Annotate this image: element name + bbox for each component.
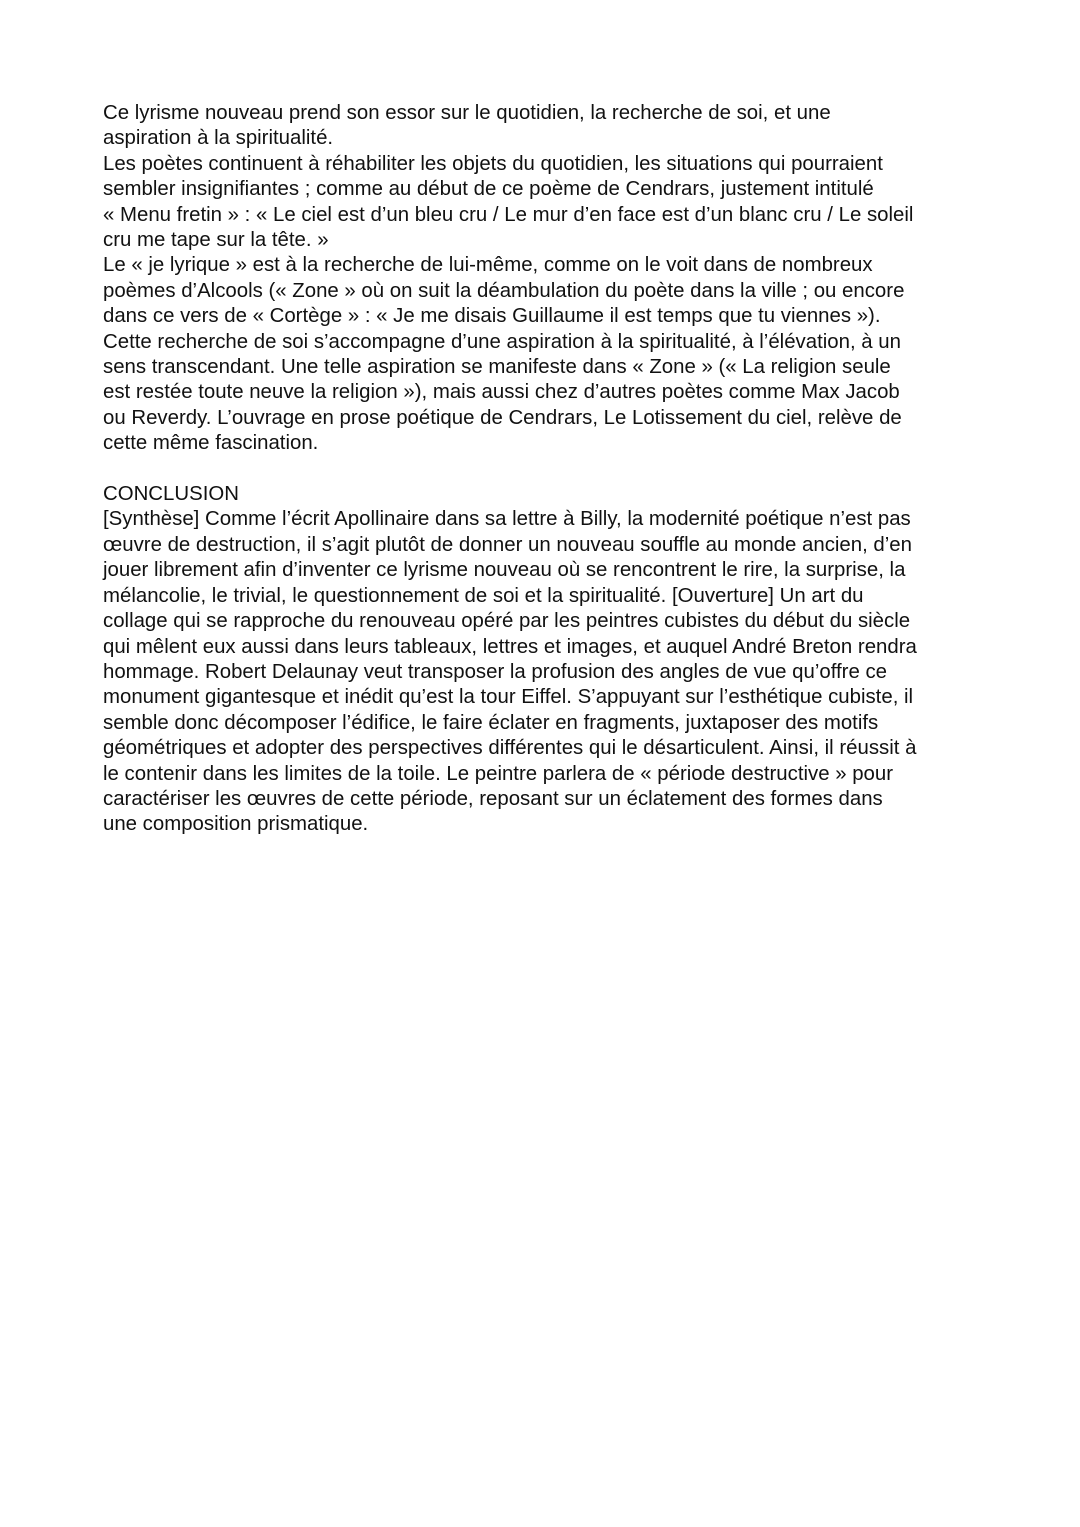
text-line: Ce lyrisme nouveau prend son essor sur le quotidien, la recherche de soi, et une [103,102,831,124]
text-line: Cette recherche de soi s’accompagne d’une aspiration à la spiritualité, à l’élévation, à un [103,330,901,353]
text-line: semble donc décomposer l’édifice, le faire éclater en fragments, juxtaposer des motifs [103,711,879,734]
text-line: Le « je lyrique » est à la recherche de lui-même, comme on le voit dans de nombreux [103,254,873,277]
text-line: sembler insignifiantes ; comme au début de ce poème de Cendrars, justement intitulé [103,178,874,201]
text-line: géométriques et adopter des perspectives différentes qui le désarticulent. Ainsi, il réussit à [103,737,917,760]
conclusion-section [103,482,983,838]
text-line: Les poètes continuent à réhabiliter les objets du quotidien, les situations qui pourraient [103,152,883,175]
text-line: monument gigantesque et inédit qu’est la tour Eiffel. S’appuyant sur l’esthétique cubiste, il [103,686,914,709]
text-line: jouer librement afin d’inventer ce lyrisme nouveau où se rencontrent le rire, la surprise, la [103,559,906,582]
text-line: [Synthèse] Comme l’écrit Apollinaire dans sa lettre à Billy, la modernité poétique n’est pas [103,508,911,531]
text-line: poèmes d’Alcools (« Zone » où on suit la déambulation du poète dans la ville ; ou encore [103,279,905,302]
text-line: sens transcendant. Une telle aspiration se manifeste dans « Zone » (« La religion seule [103,356,891,379]
text-line: caractériser les œuvres de cette période, reposant sur un éclatement des formes dans [103,787,883,810]
text-line: une composition prismatique. [103,813,369,836]
paragraph-spacer [103,457,983,482]
conclusion-heading: CONCLUSION [103,483,239,506]
text-line: cette même fascination. [103,432,319,455]
text-line: mélancolie, le trivial, le questionnement de soi et la spiritualité. [Ouverture] Un art du [103,584,864,607]
text-line: est restée toute neuve la religion »), mais aussi chez d’autres poètes comme Max Jacob [103,381,900,404]
document-page [103,101,983,838]
text-line: collage qui se rapproche du renouveau opéré par les peintres cubistes du début du siècle [103,610,911,633]
text-line: dans ce vers de « Cortège » : « Je me disais Guillaume il est temps que tu viennes »). [103,305,881,328]
text-line: œuvre de destruction, il s’agit plutôt de donner un nouveau souffle au monde ancien, d’en [103,533,912,556]
body-paragraph [103,101,983,457]
text-line: ou Reverdy. L’ouvrage en prose poétique de Cendrars, Le Lotissement du ciel, relève de [103,406,902,429]
text-line: qui mêlent eux aussi dans leurs tableaux, lettres et images, et auquel André Breton rendra [103,635,917,658]
text-line: hommage. Robert Delaunay veut transposer la profusion des angles de vue qu’offre ce [103,660,888,683]
text-line: « Menu fretin » : « Le ciel est d’un bleu cru / Le mur d’en face est d’un blanc cru / Le soleil [103,203,914,226]
text-line: aspiration à la spiritualité. [103,127,334,150]
text-line: cru me tape sur la tête. » [103,229,329,252]
text-line: le contenir dans les limites de la toile. Le peintre parlera de « période destructive » pour [103,762,894,785]
